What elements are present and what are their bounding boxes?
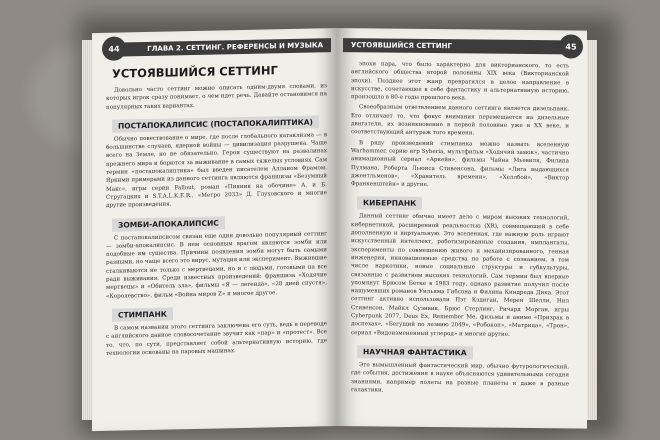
right-page	[337, 28, 587, 429]
section-text: В самом названии этого сеттинга заключена его суть, ведь в переводе с английского данное словосочетание звучит как «пар» и «протест». Все то, что, по сути, представляет собой альтернативную историю, где технологии основаны на паровых машинах.	[106, 321, 327, 357]
intro-paragraph: Довольно часто сеттинг можно описать одним-двумя словами, из которых игрок сразу понимает, о чем идет речь. Давайте остановимся на популярных таких вариантах.	[106, 83, 327, 111]
section-text: Обычно повествование о мире, где после глобального катаклизма — в большинстве случаев, ядерной войны — цивилизация разрушена. Чаще всего на Земле, но не обязательно. Герои существуют на развалинах прежнего мира и борются за выживание в самых тяжелых условиях. Сам термин «постапокалиптика» был введен писателем Алланом Фрамом. Яркими примерами из данного сеттинга являются франшизы «Безумный Макс», игры серии Fallout, роман «Пикник на обочине» А. и Б. Стругацких и S.T.A.L.K.E.R., «Метро 2033» Д. Глуховского и многие другие произведения.	[106, 132, 327, 210]
section-heading: КИБЕРПАНК	[357, 197, 422, 211]
running-header: УСТОЯВШИЙСЯ СЕТТИНГ	[343, 38, 565, 54]
section-text: С постапокалипсисом связан еще один довольно популярный сеттинг — зомби-апокалипсис. В нем основным врагом являются зомби или подобные им существа. Причины появления зомби могут быть самыми разными, но чаще всего это вирус, мутация или эксперимент. Выжившие сталкиваются не только с мертвецами, но и с людьми, готовыми на все ради выживания. Среди известных произведений: франшиза «Ходячие мертвецы» и «Обитель зла», фильмы «Я — легенда», «28 дней спустя», «Королевство», фильм «Война миров Z» и многое другое.	[106, 230, 327, 300]
paragraph: Своеобразным ответвлением данного сеттинга является дизельпанк. Его отличает то, что фокус внимания перемещается на дизельные двигатели, их возникновение в первой половине уже в XX веке, и соответствующий антураж того времени.	[351, 104, 569, 137]
section-text: Это вымышленный фантастический мир, обычно футурологический, где события, достижения в науке объясняются удивительными сегодня знаниями, например полеты на разные планеты и даже в разные галактики.	[351, 362, 569, 394]
paragraph: В ряду произведений стимпанка можно назвать вселенную Warhammer, серию игр Syberia, мультфильм «Ходячий замок», частично анимационный сериал «Аркейн», фильмы Чайна Мьевиля, Филипа Пулмана, Роберта Льюиса Стивенсона, фильмы «Лига выдающихся джентльменов», «Хранитель времени», «Хеллбой», «Виктор Франкенштейн» и другие.	[351, 139, 569, 189]
chapter-title: УСТОЯВШИЙСЯ СЕТТИНГ	[112, 63, 278, 81]
right-page-content	[351, 60, 569, 422]
page-stack-right	[587, 40, 597, 420]
section-heading: ЗОМБИ-АПОКАЛИПСИС	[112, 216, 225, 231]
left-page	[92, 28, 337, 431]
page-number: 44	[102, 36, 126, 61]
section-heading: НАУЧНАЯ ФАНТАСТИКА	[357, 345, 473, 359]
running-header: ГЛАВА 2. СЕТТИНГ. РЕФЕРЕНСЫ И МУЗЫКА	[122, 38, 331, 56]
section-heading: ПОСТАПОКАЛИПСИС (ПОСТАПОКАЛИПТИКА)	[112, 115, 319, 132]
paragraph: эпохи пара, что было характерно для викторианского, то есть английского общества второй половины XIX века (Викторианской эпохи). Позднее этот жанр превратился в целое направление в искусстве, сочетающее в себе фантастику и альтернативную историю, произошло в 80-е годы прошлого века.	[351, 61, 569, 102]
page-number: 45	[559, 34, 583, 58]
section-heading: СТИМПАНК	[112, 307, 173, 321]
left-page-content	[106, 60, 327, 425]
page-stack-left	[82, 40, 92, 420]
section-text: Данный сеттинг обычно имеет дело с миром высоких технологий, кибернетикой, расширенной реальностью (XR), совмещающей в себе дополненную и виртуальную. Это вселенная, где важную роль играют искусственный интеллект, роботизированные создания, имплантаты, эксперименты по совмещению живого и механизированного, генная инженерия, инновационные средства по работе с сознанием, в том числе наркотики, новые социальные структуры и субкультуры, связанные с развитием высоких технологий. Сам термин был впервые упомянут Брюсом Бетке в 1983 году, однако развитие получил после нашумевших романов Уильяма Гибсона и Филипа Киндреда Дика. Этот сеттинг активно использовали Пэт Кэдиган, Мерен Шелли, Нил Стивенсон, Майкл Суэнвик, Брюс Стерлинг, Ричард Морган, игры Cyberpunk 2077, Deus Ex, Remember Me, фильмы и аниме «Призрак в доспехах», «Бегущий по лезвию 2049», «Робокоп», «Матрица», «Трон», сериал «Видоизмененный углерод» и многие другие.	[351, 213, 569, 338]
